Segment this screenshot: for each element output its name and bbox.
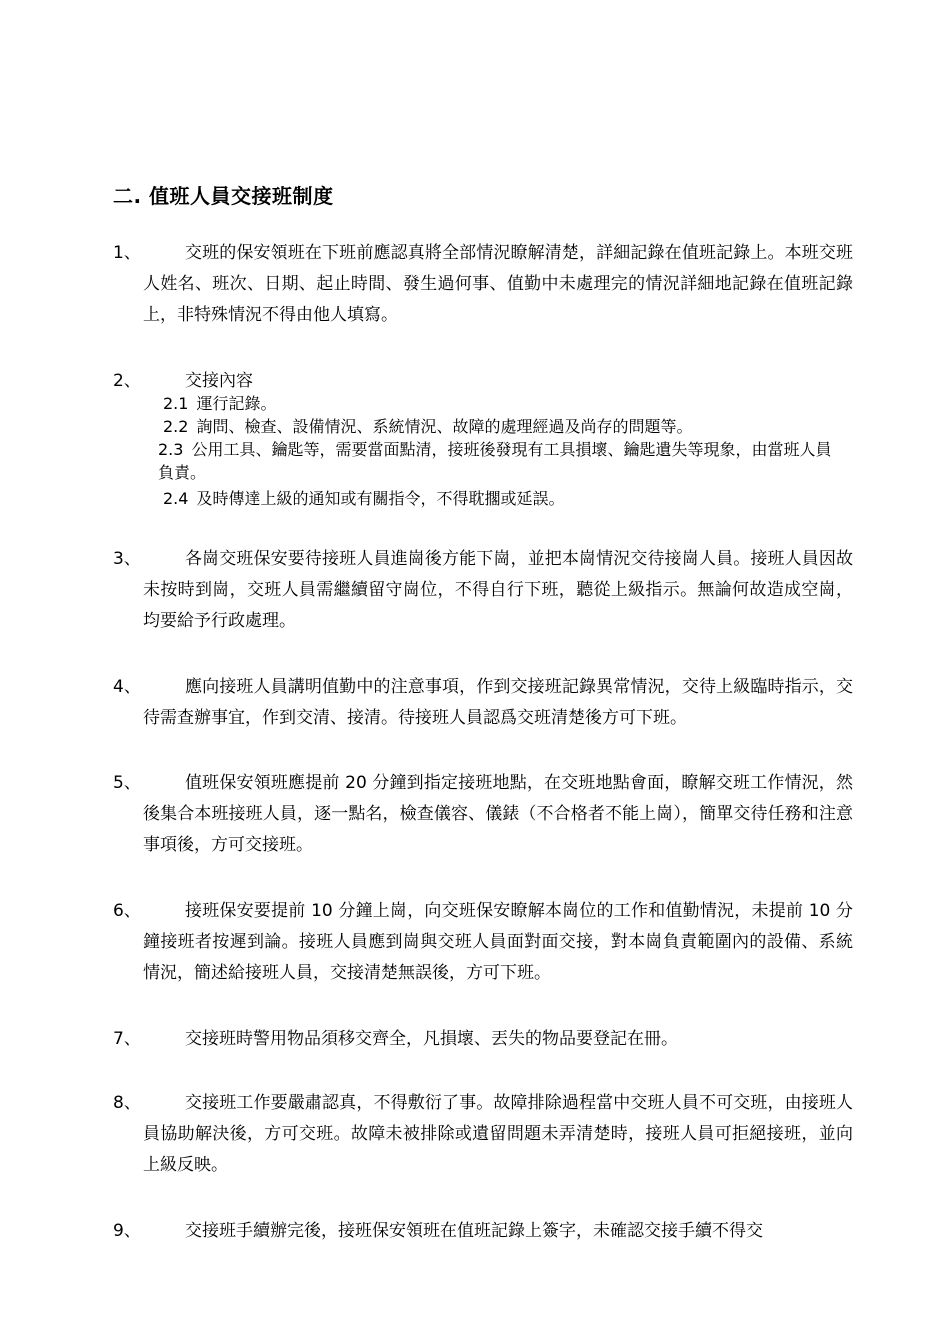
item-number: 8、 <box>113 1093 141 1113</box>
item-number: 6、 <box>113 901 141 921</box>
item-text: 交接內容 <box>185 371 253 391</box>
list-item <box>113 896 853 989</box>
section-title: 二. 值班人員交接班制度 <box>113 184 334 208</box>
item-text: 交接班手續辦完後，接班保安領班在值班記錄上簽字，未確認交接手續不得交 <box>185 1221 763 1241</box>
item-text: 交接班時警用物品須移交齊全，凡損壞、丟失的物品要登記在冊。 <box>185 1029 678 1049</box>
sub-item-number: 2.4 <box>163 489 189 508</box>
item-number: 2、 <box>113 371 141 391</box>
item-text: 值班保安領班應提前 20 分鐘到指定接班地點，在交班地點會面，瞭解交班工作情況，然後集合本班接班人員，逐一點名，檢查儀容、儀錶（不合格者不能上崗），簡單交待任務和注意事項後，方可交接班。 <box>143 773 853 855</box>
item-text: 交班的保安領班在下班前應認真將全部情況瞭解清楚，詳細記錄在值班記錄上。本班交班人姓名、班次、日期、起止時間、發生過何事、值勤中未處理完的情況詳細地記錄在值班記錄上，非特殊情況不得由他人填寫。 <box>143 243 853 325</box>
list-item <box>113 672 853 734</box>
item-number: 7、 <box>113 1029 141 1049</box>
sub-item <box>163 487 843 510</box>
list-item <box>113 1216 853 1247</box>
item-number: 4、 <box>113 677 141 697</box>
item-text: 應向接班人員講明值勤中的注意事項，作到交接班記錄異常情況，交待上級臨時指示，交待需查辦事宜，作到交清、接清。待接班人員認爲交班清楚後方可下班。 <box>143 677 853 728</box>
sub-item-text: 詢問、檢查、設備情況、系統情況、故障的處理經過及尚存的問題等。 <box>196 417 693 436</box>
list-item <box>113 768 853 861</box>
sub-item-number: 2.3 <box>158 440 184 459</box>
item-number: 1、 <box>113 243 141 263</box>
list-item <box>113 544 853 637</box>
sub-item <box>163 415 843 438</box>
sub-item-text: 運行記錄。 <box>196 394 277 413</box>
sub-item-text: 公用工具、鑰匙等，需要當面點清，接班後發現有工具損壞、鑰匙遺失等現象，由當班人員負責。 <box>158 440 832 482</box>
item-number: 5、 <box>113 773 141 793</box>
item-text: 接班保安要提前 10 分鐘上崗，向交班保安瞭解本崗位的工作和值勤情況，未提前 10 分鐘接班者按遲到論。接班人員應到崗與交班人員面對面交接，對本崗負責範圍內的設備、系統情況，簡述給接班人員，交接清楚無誤後，方可下班。 <box>143 901 853 983</box>
sub-item-number: 2.1 <box>163 394 189 413</box>
item-number: 3、 <box>113 549 141 569</box>
list-item <box>113 238 853 331</box>
list-item <box>113 1024 853 1055</box>
sub-item <box>163 392 843 415</box>
sub-item-text: 及時傳達上級的通知或有關指令，不得耽擱或延誤。 <box>196 489 565 508</box>
sub-item-number: 2.2 <box>163 417 189 436</box>
item-text: 交接班工作要嚴肅認真，不得敷衍了事。故障排除過程當中交班人員不可交班，由接班人員協助解決後，方可交班。故障未被排除或遺留問題未弄清楚時，接班人員可拒絕接班，並向上級反映。 <box>143 1093 853 1175</box>
item-number: 9、 <box>113 1221 141 1241</box>
sub-item <box>158 438 840 484</box>
list-item <box>113 1088 853 1181</box>
item-text: 各崗交班保安要待接班人員進崗後方能下崗，並把本崗情況交待接崗人員。接班人員因故未按時到崗，交班人員需繼續留守崗位，不得自行下班，聽從上級指示。無論何故造成空崗，均要給予行政處理。 <box>143 549 853 631</box>
